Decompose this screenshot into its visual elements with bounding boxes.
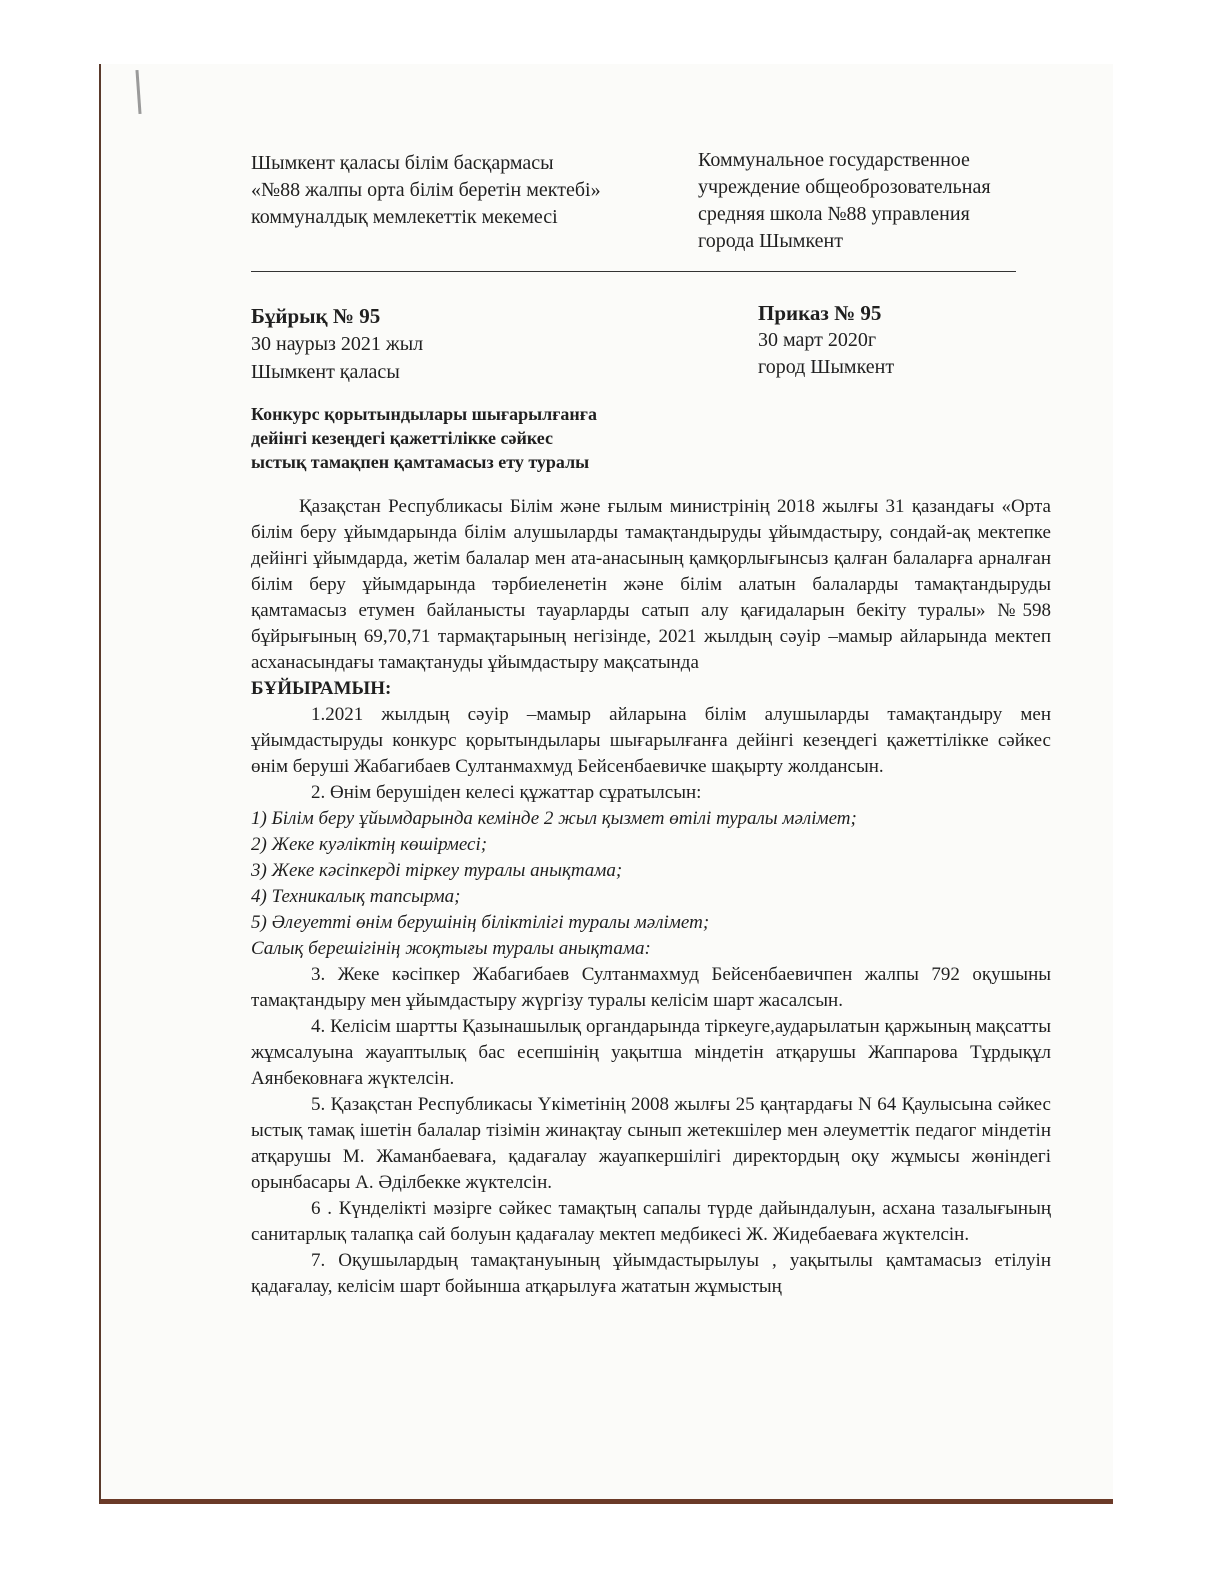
order-city-kz: Шымкент қаласы — [251, 361, 400, 383]
doc-list-item: 4) Техникалық тапсырма; — [251, 886, 461, 907]
order-title-kz: Бұйрық № 95 — [251, 304, 381, 328]
header-divider — [251, 271, 1016, 272]
document-page — [99, 64, 1113, 1504]
preamble-paragraph: Қазақстан Республикасы Білім және ғылым министрінің 2018 жылғы 31 қазандағы «Орта білім беру ұйымдарында білім алушыларды тамақтандыруды ұйымдастыру, сондай-ақ мектепке дейінгі ұйымдарда, жетім балалар мен ата-анасының қамқорлығынсыз қалған балаларға арналған білім беру ұйымдарында тәрбиеленетін және білім алатын балаларды тамақтандыруды қамтамасыз етумен байланысты тауарларды сатып алу қағидаларын бекіту туралы» №598 бұйрығының 69,70,71 тармақтарының негізінде, 2021 жылдың сәуір –мамыр айларында мектеп асханасындағы тамақтануды ұйымдастыру мақсатында — [251, 496, 1051, 673]
doc-list-item: 2) Жеке куәліктің көшірмесі; — [251, 834, 488, 855]
order-block-ru — [758, 300, 1058, 381]
item-7: 7. Оқушылардың тамақтануының ұйымдастырылуы , уақытылы қамтамасыз етілуін қадағалау, келісім шарт бойынша атқарылуға жататын жұмыстың — [251, 1250, 1051, 1297]
order-city-ru: город Шымкент — [758, 356, 895, 378]
item-6: 6 . Күнделікті мәзірге сәйкес тамақтың сапалы түрде дайындалуын, асхана тазалығының санитарлық талапқа сай болуын қадағалау мектеп медбикесі Ж. Жидебаеваға жүктелсін. — [251, 1198, 1051, 1245]
header-kz-line: коммуналдық мемлекеттік мекемесі — [251, 206, 558, 228]
subject-line: Конкурс қорытындылары шығарылғанға — [251, 404, 597, 424]
doc-list-item: Салық берешігінің жоқтығы туралы анықтама: — [251, 938, 651, 959]
staple-mark — [135, 70, 141, 114]
header-ru-line: средняя школа №88 управления — [698, 203, 970, 225]
subject-line: ыстық тамақпен қамтамасыз ету туралы — [251, 452, 590, 472]
item-4: 4. Келісім шартты Қазынашылық органдарында тіркеуге,аударылатын қаржының мақсатты жұмсалуына жауаптылық бас есепшінің уақытша міндетін атқарушы Жаппарова Тұрдықұл Аянбековнаға жүктелсін. — [251, 1016, 1051, 1089]
order-subject — [251, 402, 701, 474]
item-1: 1.2021 жылдың сәуір –мамыр айларына білім алушыларды тамақтандыру мен ұйымдастыруды конкурс қорытындылары шығарылғанға дейінгі кезеңдегі қажеттілікке сәйкес өнім беруші Жабагибаев Султанмахмуд Бейсенбаевичке шақырту жолдансын. — [251, 704, 1051, 777]
item-5: 5. Қазақстан Республикасы Үкіметінің 2008 жылғы 25 қаңтардағы N 64 Қаулысына сәйкес ыстық тамақ ішетін балалар тізімін жинақтау сынып жетекшілер мен әлеуметтік педагог міндетін атқарушы М. Жаманбаеваға, қадағалау жауапкершілігі директордың оқу жұмысы жөніндегі орынбасары А. Әділбекке жүктелсін. — [251, 1094, 1051, 1193]
header-kz — [251, 150, 671, 231]
doc-list-item: 5) Әлеуетті өнім берушінің біліктілігі туралы мәлімет; — [251, 912, 710, 933]
order-word: БҰЙЫРАМЫН: — [251, 678, 392, 699]
header-kz-line: «№88 жалпы орта білім беретін мектебі» — [251, 179, 601, 201]
header-ru-line: города Шымкент — [698, 230, 843, 252]
doc-list-item: 1) Білім беру ұйымдарында кемінде 2 жыл қызмет өтілі туралы мәлімет; — [251, 808, 857, 829]
document-body — [251, 494, 1051, 1300]
item-2: 2. Өнім берушіден келесі құжаттар сұратылсын: — [311, 782, 702, 803]
order-block-kz — [251, 302, 611, 386]
header-kz-line: Шымкент қаласы білім басқармасы — [251, 152, 554, 174]
subject-line: дейінгі кезеңдегі қажеттілікке сәйкес — [251, 428, 554, 448]
header-ru — [698, 147, 1078, 255]
header-ru-line: Коммунальное государственное — [698, 149, 970, 171]
order-title-ru: Приказ № 95 — [758, 301, 882, 325]
header-ru-line: учреждение общеоброзовательная — [698, 176, 991, 198]
order-date-ru: 30 март 2020г — [758, 329, 877, 351]
order-date-kz: 30 наурыз 2021 жыл — [251, 333, 424, 355]
doc-list-item: 3) Жеке кәсіпкерді тіркеу туралы анықтама; — [251, 860, 623, 881]
item-3: 3. Жеке кәсіпкер Жабагибаев Султанмахмуд Бейсенбаевичпен жалпы 792 оқушыны тамақтандыру мен ұйымдастыру жүргізу туралы келісім шарт жасалсын. — [251, 964, 1051, 1011]
